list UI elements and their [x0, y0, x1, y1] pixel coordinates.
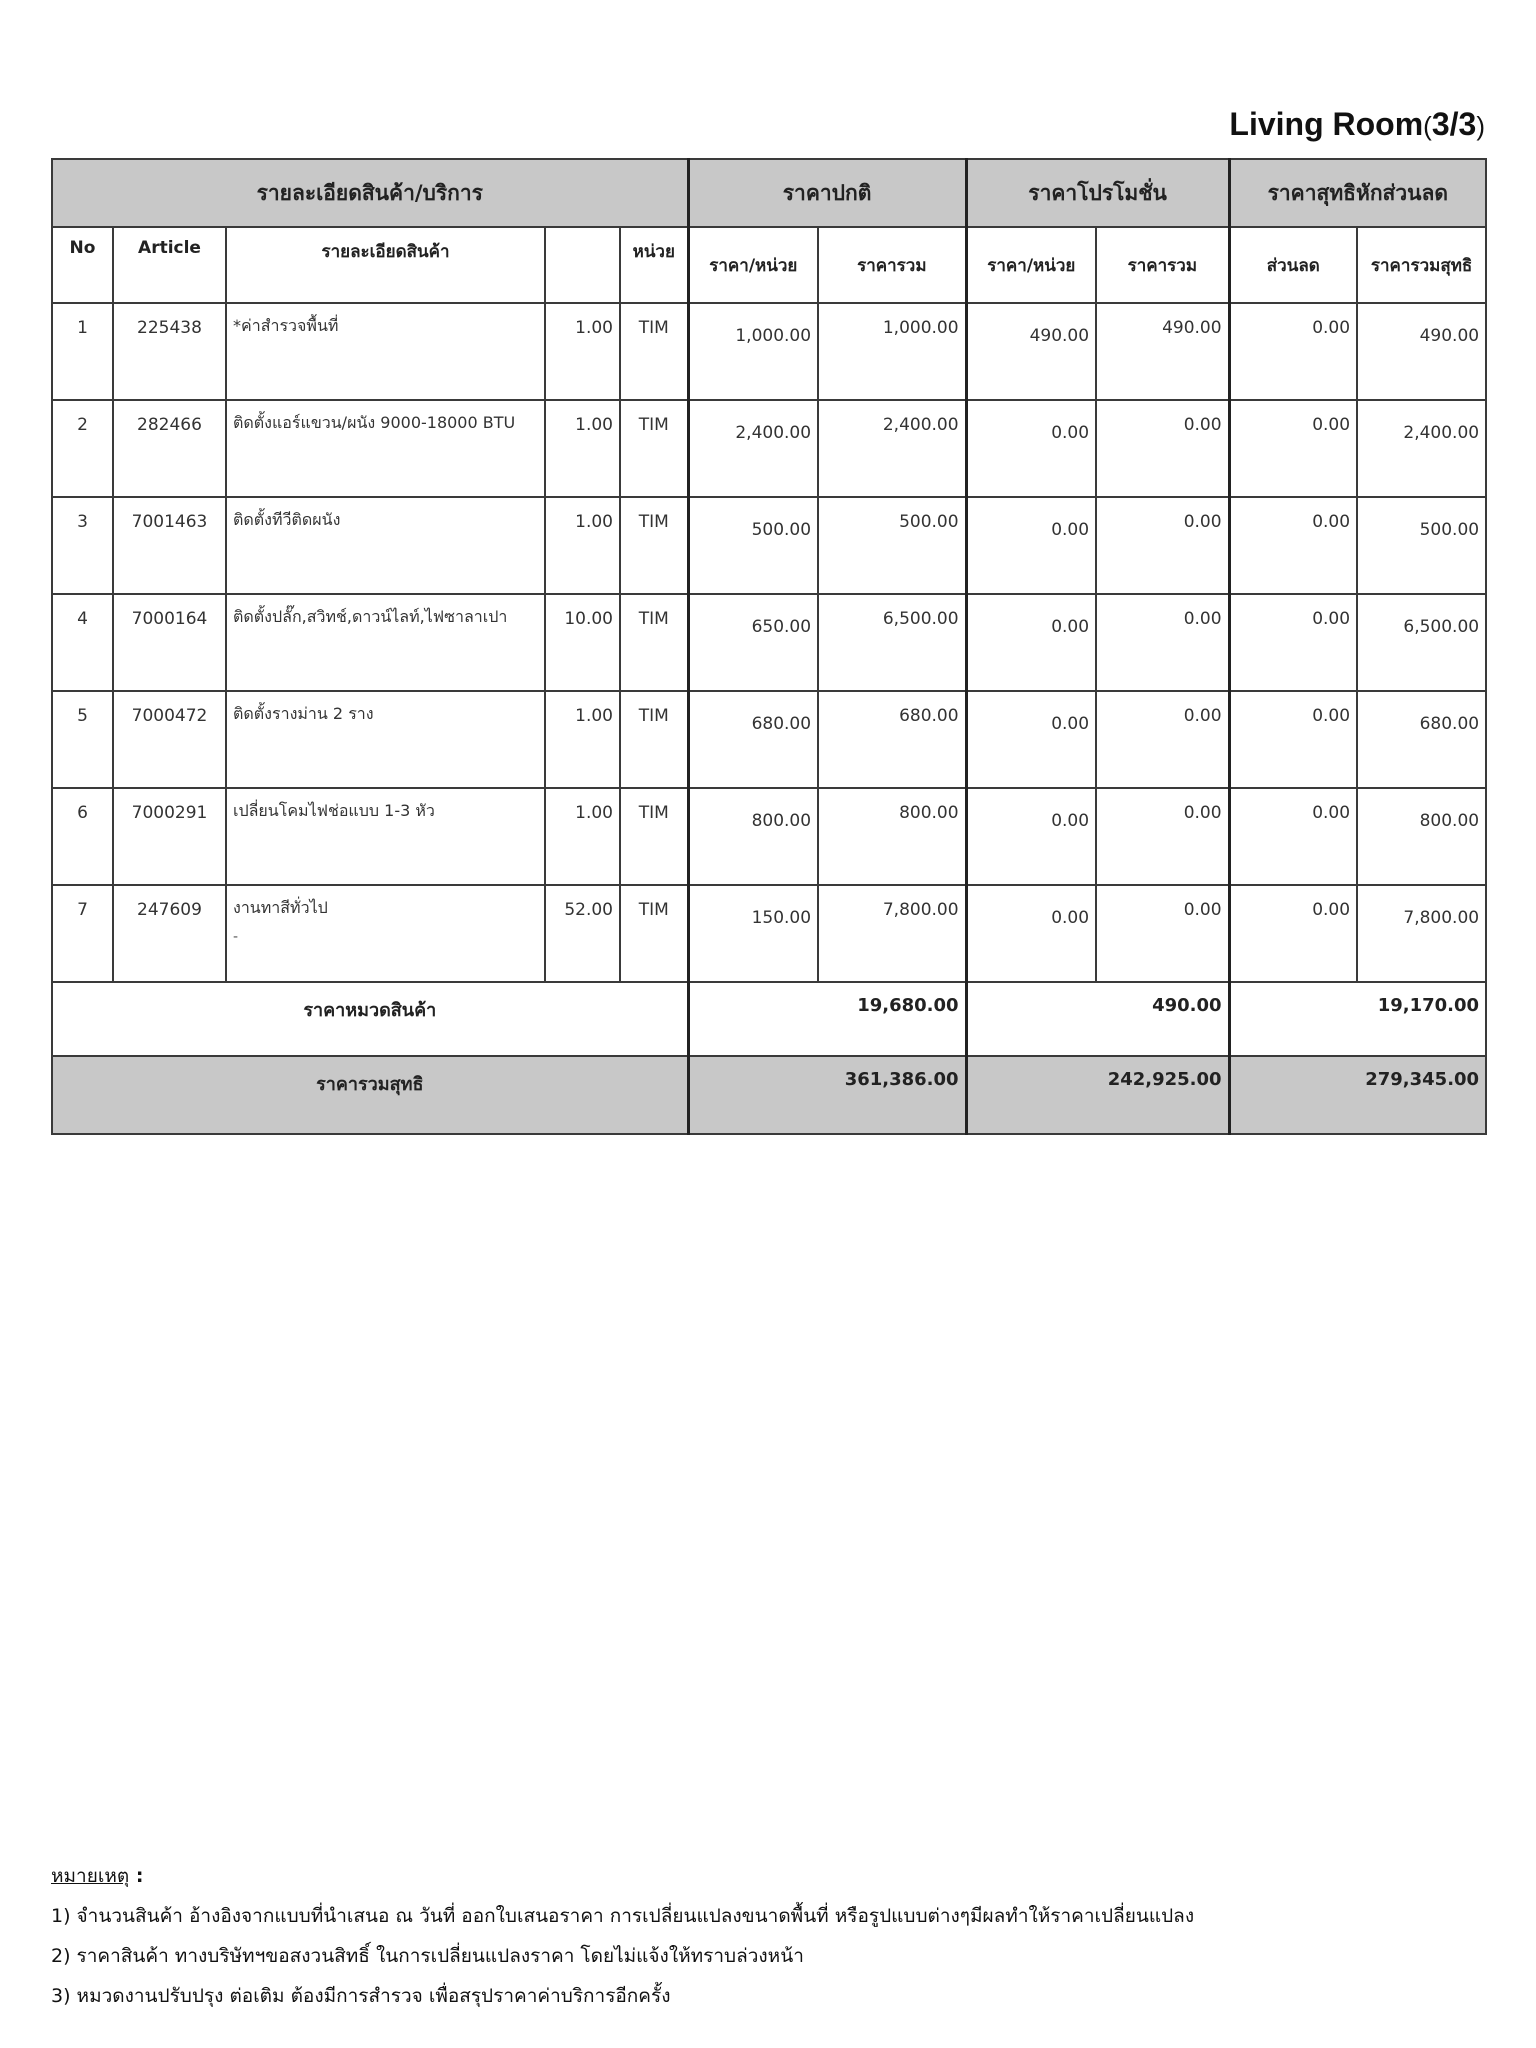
- row-unit: [620, 303, 688, 400]
- grand-total-regular: 361,386.00: [688, 1056, 966, 1134]
- row-unit-text: TIM: [638, 512, 669, 532]
- row-description-text: ติดตั้งปลั๊ก,สวิทช์,ดาวน์ไลท์,ไฟซาลาเปา: [233, 607, 508, 626]
- row-regular-total-text: 6,500.00: [882, 609, 959, 629]
- row-unit: [620, 691, 688, 788]
- row-promo-unit-price-text: 0.00: [1051, 520, 1090, 540]
- row-regular-unit-price-text: 150.00: [751, 908, 812, 928]
- row-unit: [620, 497, 688, 594]
- title-paren-close: ): [1476, 111, 1485, 141]
- row-qty: [545, 594, 620, 691]
- row-discount-text: 0.00: [1312, 803, 1351, 823]
- page-title: [1229, 106, 1485, 143]
- row-qty: [545, 885, 620, 982]
- grand-total-row: [52, 1056, 1486, 1134]
- grand-total-promo: 242,925.00: [966, 1056, 1229, 1134]
- row-net-total: [1357, 788, 1486, 885]
- row-net-total: [1357, 497, 1486, 594]
- row-regular-total: [818, 788, 966, 885]
- row-net-total-text: 2,400.00: [1403, 423, 1480, 443]
- page-number: 3/3: [1431, 106, 1477, 142]
- row-promo-total-text: 0.00: [1183, 900, 1222, 920]
- row-discount-text: 0.00: [1312, 609, 1351, 629]
- row-regular-total: [818, 691, 966, 788]
- row-promo-unit-price-text: 0.00: [1051, 811, 1090, 831]
- row-no: [52, 594, 113, 691]
- row-qty: [545, 303, 620, 400]
- col-qty: [545, 227, 620, 303]
- row-discount: [1229, 788, 1357, 885]
- row-promo-unit-price: [966, 400, 1096, 497]
- row-article: [113, 400, 226, 497]
- row-no-text: 1: [77, 318, 88, 338]
- row-no: [52, 303, 113, 400]
- row-promo-unit-price-text: 0.00: [1051, 714, 1090, 734]
- row-promo-total-text: 0.00: [1183, 803, 1222, 823]
- row-regular-unit-price-text: 2,400.00: [735, 423, 812, 443]
- column-header-row: [52, 227, 1486, 303]
- row-regular-total-text: 1,000.00: [882, 318, 959, 338]
- row-description-sub: -: [233, 929, 239, 945]
- row-promo-total-text: 0.00: [1183, 512, 1222, 532]
- subtotal-label: ราคาหมวดสินค้า: [52, 982, 688, 1056]
- note-item-2: 2) ราคาสินค้า ทางบริษัทฯขอสงวนสิทธิ์ ในการเปลี่ยนแปลงราคา โดยไม่แจ้งให้ทราบล่วงหน้า: [51, 1945, 804, 1967]
- row-description: [226, 497, 545, 594]
- row-discount-text: 0.00: [1312, 706, 1351, 726]
- room-name: Living Room: [1229, 106, 1424, 142]
- row-promo-unit-price: [966, 303, 1096, 400]
- row-no: [52, 400, 113, 497]
- row-qty: [545, 400, 620, 497]
- table-row: [52, 594, 1486, 691]
- row-description-text: ติดตั้งแอร์แขวน/ผนัง 9000-18000 BTU: [233, 413, 516, 432]
- row-discount: [1229, 303, 1357, 400]
- subtotal-promo: 490.00: [966, 982, 1229, 1056]
- row-article: [113, 691, 226, 788]
- row-net-total-text: 800.00: [1419, 811, 1480, 831]
- row-unit-text: TIM: [638, 706, 669, 726]
- row-unit-text: TIM: [638, 803, 669, 823]
- row-regular-unit-price: [688, 303, 818, 400]
- row-regular-unit-price-text: 500.00: [751, 520, 812, 540]
- row-promo-total: [1096, 691, 1229, 788]
- row-unit-text: TIM: [638, 415, 669, 435]
- table-row: [52, 788, 1486, 885]
- row-discount-text: 0.00: [1312, 512, 1351, 532]
- row-net-total: [1357, 303, 1486, 400]
- row-unit-text: TIM: [638, 318, 669, 338]
- row-article-text: 7001463: [131, 512, 208, 532]
- row-regular-total: [818, 594, 966, 691]
- row-promo-total: [1096, 788, 1229, 885]
- row-no: [52, 691, 113, 788]
- row-description: [226, 788, 545, 885]
- row-promo-unit-price: [966, 788, 1096, 885]
- row-promo-total-text: 0.00: [1183, 609, 1222, 629]
- col-regular-total: ราคารวม: [818, 227, 966, 303]
- row-description: [226, 594, 545, 691]
- row-discount-text: 0.00: [1312, 318, 1351, 338]
- row-discount-text: 0.00: [1312, 415, 1351, 435]
- row-net-total: [1357, 885, 1486, 982]
- row-regular-unit-price: [688, 691, 818, 788]
- row-no-text: 2: [77, 415, 88, 435]
- grand-total-net: 279,345.00: [1229, 1056, 1486, 1134]
- row-unit: [620, 788, 688, 885]
- row-article: [113, 594, 226, 691]
- row-net-total-text: 500.00: [1419, 520, 1480, 540]
- header-net-price: ราคาสุทธิหักส่วนลด: [1229, 159, 1486, 227]
- row-regular-total: [818, 497, 966, 594]
- row-regular-total-text: 500.00: [899, 512, 959, 532]
- row-regular-total-text: 2,400.00: [882, 415, 959, 435]
- row-no-text: 7: [77, 900, 88, 920]
- row-net-total: [1357, 691, 1486, 788]
- row-no-text: 4: [77, 609, 88, 629]
- row-qty-text: 10.00: [564, 609, 613, 629]
- row-no: [52, 497, 113, 594]
- row-net-total: [1357, 400, 1486, 497]
- col-discount: ส่วนลด: [1229, 227, 1357, 303]
- row-promo-unit-price-text: 0.00: [1051, 423, 1090, 443]
- subtotal-net: 19,170.00: [1229, 982, 1486, 1056]
- row-regular-unit-price: [688, 788, 818, 885]
- subtotal-regular: 19,680.00: [688, 982, 966, 1056]
- row-regular-unit-price-text: 1,000.00: [735, 326, 812, 346]
- col-promo-unit-price: ราคา/หน่วย: [966, 227, 1096, 303]
- row-qty-text: 1.00: [575, 803, 613, 823]
- row-no: [52, 885, 113, 982]
- row-net-total-text: 6,500.00: [1403, 617, 1480, 637]
- row-regular-total: [818, 885, 966, 982]
- row-regular-unit-price: [688, 497, 818, 594]
- row-regular-total-text: 7,800.00: [882, 900, 959, 920]
- row-article-text: 7000291: [131, 803, 208, 823]
- grand-total-label: ราคารวมสุทธิ: [52, 1056, 688, 1134]
- row-regular-unit-price: [688, 400, 818, 497]
- row-description-text: *ค่าสำรวจพื้นที่: [233, 316, 339, 335]
- notes-colon: :: [129, 1865, 144, 1887]
- row-qty-text: 1.00: [575, 512, 613, 532]
- row-discount: [1229, 691, 1357, 788]
- col-net-total: ราคารวมสุทธิ: [1357, 227, 1486, 303]
- title-paren-open: (: [1423, 111, 1432, 141]
- table-row: [52, 497, 1486, 594]
- note-item-1: 1) จำนวนสินค้า อ้างอิงจากแบบที่นำเสนอ ณ วันที่ ออกใบเสนอราคา การเปลี่ยนแปลงขนาดพื้นที่ หรือรูปแบบต่างๆมีผลทำให้ราคาเปลี่ยนแปลง: [51, 1905, 1195, 1927]
- notes-heading: [51, 1856, 1194, 1896]
- row-regular-unit-price-text: 800.00: [751, 811, 812, 831]
- row-description: [226, 885, 545, 982]
- quotation-table: [51, 158, 1487, 1135]
- row-unit: [620, 594, 688, 691]
- row-description-text: ติดตั้งรางม่าน 2 ราง: [233, 704, 374, 723]
- row-net-total-text: 680.00: [1419, 714, 1480, 734]
- row-article-text: 7000472: [131, 706, 208, 726]
- item-rows: [52, 303, 1486, 982]
- row-description-text: งานทาสีทั่วไป: [233, 898, 328, 917]
- row-qty: [545, 497, 620, 594]
- table-row: [52, 400, 1486, 497]
- row-no-text: 3: [77, 512, 88, 532]
- table-row: [52, 885, 1486, 982]
- col-no: No: [52, 227, 113, 303]
- row-qty-text: 52.00: [564, 900, 613, 920]
- row-regular-total-text: 680.00: [899, 706, 959, 726]
- group-header-row: [52, 159, 1486, 227]
- row-promo-unit-price-text: 0.00: [1051, 617, 1090, 637]
- row-discount-text: 0.00: [1312, 900, 1351, 920]
- notes-section: [51, 1856, 1194, 2016]
- row-unit-text: TIM: [638, 900, 669, 920]
- row-article-text: 225438: [137, 318, 202, 338]
- row-qty-text: 1.00: [575, 415, 613, 435]
- row-article-text: 247609: [137, 900, 202, 920]
- row-unit: [620, 885, 688, 982]
- note-item-3: 3) หมวดงานปรับปรุง ต่อเติม ต้องมีการสำรวจ เพื่อสรุปราคาค่าบริการอีกครั้ง: [51, 1985, 671, 2007]
- row-description-text: เปลี่ยนโคมไฟช่อแบบ 1-3 หัว: [233, 801, 435, 820]
- notes-title: หมายเหตุ: [51, 1865, 130, 1887]
- row-article: [113, 788, 226, 885]
- header-regular-price: ราคาปกติ: [688, 159, 966, 227]
- row-promo-total: [1096, 497, 1229, 594]
- row-article-text: 7000164: [131, 609, 208, 629]
- row-promo-unit-price-text: 0.00: [1051, 908, 1090, 928]
- row-discount: [1229, 594, 1357, 691]
- table-row: [52, 303, 1486, 400]
- col-unit: หน่วย: [620, 227, 688, 303]
- row-promo-total: [1096, 594, 1229, 691]
- row-unit-text: TIM: [638, 609, 669, 629]
- row-qty-text: 1.00: [575, 706, 613, 726]
- row-promo-unit-price: [966, 594, 1096, 691]
- col-article: Article: [113, 227, 226, 303]
- row-regular-total-text: 800.00: [899, 803, 959, 823]
- row-regular-unit-price-text: 650.00: [751, 617, 812, 637]
- row-article: [113, 885, 226, 982]
- row-discount: [1229, 497, 1357, 594]
- row-no-text: 6: [77, 803, 88, 823]
- row-description: [226, 303, 545, 400]
- row-net-total-text: 7,800.00: [1403, 908, 1480, 928]
- row-qty-text: 1.00: [575, 318, 613, 338]
- row-no-text: 5: [77, 706, 88, 726]
- row-discount: [1229, 885, 1357, 982]
- row-no: [52, 788, 113, 885]
- row-promo-unit-price: [966, 885, 1096, 982]
- row-article: [113, 497, 226, 594]
- header-promo-price: ราคาโปรโมชั่น: [966, 159, 1229, 227]
- col-description: รายละเอียดสินค้า: [226, 227, 545, 303]
- row-description-text: ติดตั้งทีวีติดผนัง: [233, 510, 341, 529]
- row-description: [226, 691, 545, 788]
- row-regular-total: [818, 400, 966, 497]
- col-promo-total: ราคารวม: [1096, 227, 1229, 303]
- row-promo-unit-price: [966, 497, 1096, 594]
- row-promo-unit-price-text: 490.00: [1029, 326, 1090, 346]
- row-discount: [1229, 400, 1357, 497]
- row-net-total: [1357, 594, 1486, 691]
- row-promo-total: [1096, 303, 1229, 400]
- row-promo-total: [1096, 885, 1229, 982]
- row-article-text: 282466: [137, 415, 202, 435]
- row-unit: [620, 400, 688, 497]
- row-net-total-text: 490.00: [1419, 326, 1480, 346]
- row-promo-unit-price: [966, 691, 1096, 788]
- row-article: [113, 303, 226, 400]
- header-details: รายละเอียดสินค้า/บริการ: [52, 159, 688, 227]
- row-qty: [545, 788, 620, 885]
- subtotal-row: [52, 982, 1486, 1056]
- row-regular-unit-price: [688, 594, 818, 691]
- row-regular-total: [818, 303, 966, 400]
- row-promo-total: [1096, 400, 1229, 497]
- row-description: [226, 400, 545, 497]
- row-promo-total-text: 0.00: [1183, 415, 1222, 435]
- col-regular-unit-price: ราคา/หน่วย: [688, 227, 818, 303]
- row-qty: [545, 691, 620, 788]
- row-regular-unit-price-text: 680.00: [751, 714, 812, 734]
- table-row: [52, 691, 1486, 788]
- row-regular-unit-price: [688, 885, 818, 982]
- row-promo-total-text: 490.00: [1162, 318, 1222, 338]
- row-promo-total-text: 0.00: [1183, 706, 1222, 726]
